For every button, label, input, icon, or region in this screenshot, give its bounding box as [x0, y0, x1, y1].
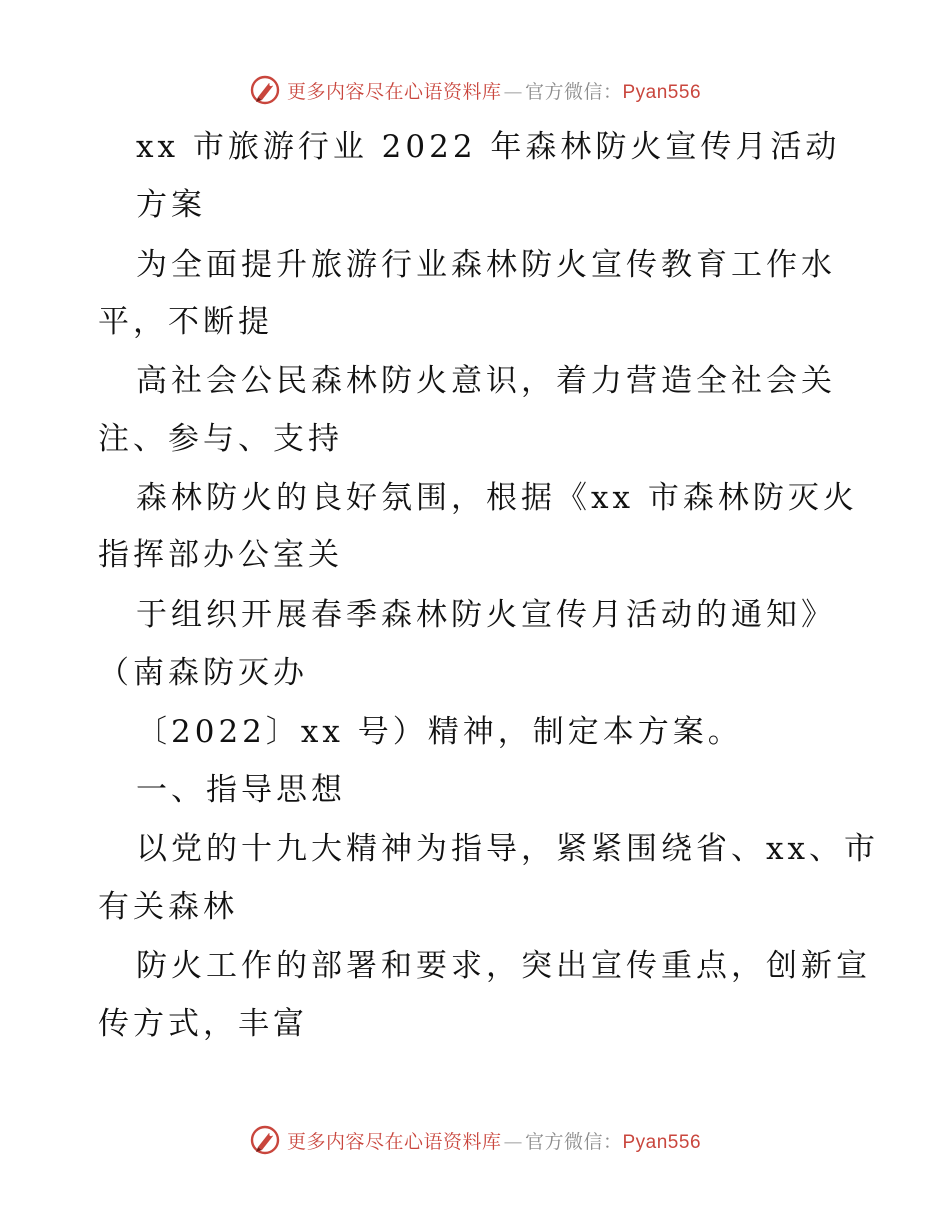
doc-title-line-1: xx 市旅游行业 2022 年森林防火宣传月活动: [136, 129, 841, 165]
doc-line: 防火工作的部署和要求，突出宣传重点，创新宣: [136, 948, 871, 984]
doc-line: 注、参与、支持: [98, 421, 343, 457]
watermark-separator: —: [503, 80, 523, 103]
watermark-separator: —: [503, 1130, 523, 1153]
doc-line: 高社会公民森林防火意识，着力营造全社会关: [136, 363, 836, 399]
watermark-text: [287, 1127, 701, 1154]
watermark-main-text: 更多内容尽在心语资料库: [286, 1130, 502, 1153]
doc-line: 于组织开展春季森林防火宣传月活动的通知》: [136, 597, 836, 633]
doc-line: 为全面提升旅游行业森林防火宣传教育工作水: [136, 247, 836, 283]
doc-line: 有关森林: [98, 889, 238, 925]
watermark-main-text: 更多内容尽在心语资料库: [286, 80, 502, 103]
doc-line: 平，不断提: [98, 304, 273, 340]
doc-line: 传方式，丰富: [98, 1006, 308, 1042]
doc-line: 以党的十九大精神为指导，紧紧围绕省、xx、市: [136, 831, 879, 867]
doc-line: 〔2022〕xx 号）精神，制定本方案。: [136, 714, 743, 750]
doc-section-heading: 一、指导思想: [136, 772, 346, 808]
watermark-label: 官方微信：: [524, 80, 623, 103]
watermark-label: 官方微信：: [524, 1130, 623, 1153]
watermark-handle: Pyan556: [622, 1131, 702, 1153]
footer-watermark: [0, 1120, 950, 1160]
doc-line: （南森防灭办: [98, 655, 308, 691]
doc-title-line-2: 方案: [136, 187, 206, 223]
pen-logo-icon: [249, 1124, 281, 1156]
doc-line: 指挥部办公室关: [98, 537, 343, 573]
doc-line: 森林防火的良好氛围，根据《xx 市森林防灭火: [136, 480, 858, 516]
watermark-handle: Pyan556: [622, 81, 702, 103]
